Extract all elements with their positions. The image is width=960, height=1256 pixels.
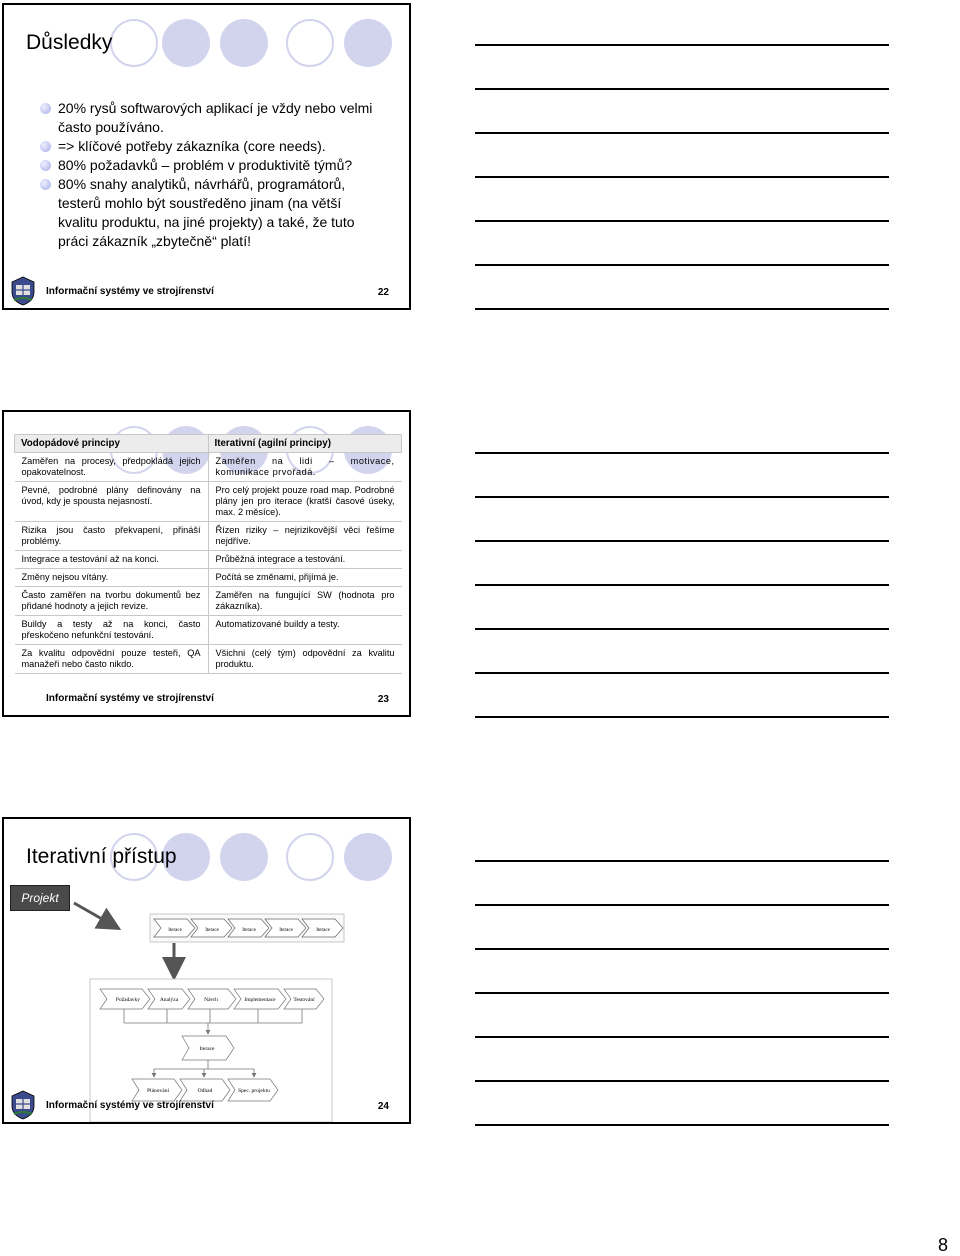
table-row bbox=[15, 645, 402, 674]
bullet-item bbox=[40, 99, 380, 137]
table-cell: Řízen riziky – nejrizikovější věci řešíme nejdříve. bbox=[208, 522, 402, 551]
note-line bbox=[475, 672, 889, 674]
note-line bbox=[475, 628, 889, 630]
note-line bbox=[475, 716, 889, 718]
comparison-table bbox=[14, 434, 402, 674]
note-line bbox=[475, 44, 889, 46]
bullet-icon bbox=[40, 179, 51, 190]
slide-23 bbox=[2, 410, 411, 717]
slide-number: 24 bbox=[377, 1101, 389, 1112]
table-cell: Často zaměřen na tvorbu dokumentů bez přidané hodnoty a jejich revize. bbox=[15, 587, 209, 616]
bullet-text: 20% rysů softwarových aplikací je vždy nebo velmi často používáno. bbox=[58, 100, 373, 135]
slide-number: 22 bbox=[377, 287, 389, 298]
iteration-label: Iterace bbox=[242, 928, 256, 933]
note-line bbox=[475, 176, 889, 178]
bullet-text: 80% snahy analytiků, návrhářů, programátorů, testerů mohlo být soustředěno jinam (na větší kvalitu produktu, na jiné projekty) a také, že tuto práci zákazník „zbytečně“ platí! bbox=[58, 176, 355, 249]
deco-circle bbox=[286, 19, 334, 67]
bullet-text: => klíčové potřeby zákazníka (core needs). bbox=[58, 138, 326, 154]
bullet-list bbox=[40, 99, 380, 251]
phase-label: Implementace bbox=[244, 997, 276, 1003]
deco-circle bbox=[344, 19, 392, 67]
table-cell: Buildy a testy až na konci, často přeskočeno nefunkční testování. bbox=[15, 616, 209, 645]
note-line bbox=[475, 584, 889, 586]
slide-footer: Informační systémy ve strojírenství bbox=[46, 286, 214, 297]
header-waterfall: Vodopádové principy bbox=[15, 435, 209, 453]
table-header-row bbox=[15, 435, 402, 453]
phase-label: Analýza bbox=[159, 997, 179, 1003]
note-line bbox=[475, 904, 889, 906]
iteration-chevrons bbox=[154, 919, 343, 937]
bottom-chevrons bbox=[132, 1079, 278, 1101]
iteration-label: Iterace bbox=[168, 928, 182, 933]
note-line bbox=[475, 88, 889, 90]
note-line bbox=[475, 308, 889, 310]
table-cell: Zaměřen na lidi – motivace, komunikace prvořadá. bbox=[208, 453, 402, 482]
table-cell: Integrace a testování až na konci. bbox=[15, 551, 209, 569]
step-label: Spec. projektu bbox=[238, 1088, 270, 1094]
table-cell: Pevné, podrobné plány definovány na úvod, kdy je spousta nejasností. bbox=[15, 482, 209, 522]
bullet-icon bbox=[40, 160, 51, 171]
deco-circle bbox=[162, 19, 210, 67]
iteration-label: Iterace bbox=[316, 928, 330, 933]
table-row bbox=[15, 453, 402, 482]
table-cell: Rizika jsou často překvapení, přináší problémy. bbox=[15, 522, 209, 551]
university-logo-icon bbox=[9, 276, 37, 306]
note-line bbox=[475, 1036, 889, 1038]
slide-number: 23 bbox=[377, 694, 389, 705]
slide-title: Důsledky bbox=[26, 31, 113, 54]
table-row bbox=[15, 551, 402, 569]
bullet-item bbox=[40, 175, 380, 251]
step-label: Plánování bbox=[147, 1088, 169, 1094]
step-label: Odhad bbox=[197, 1088, 213, 1094]
table-cell: Automatizované buildy a testy. bbox=[208, 616, 402, 645]
iteration-diagram bbox=[4, 819, 409, 1122]
note-line bbox=[475, 540, 889, 542]
arrow-icon bbox=[74, 903, 116, 927]
table-cell: Změny nejsou vítány. bbox=[15, 569, 209, 587]
page-number: 8 bbox=[937, 1235, 948, 1255]
iterace-label: Iterace bbox=[199, 1046, 215, 1052]
deco-circle bbox=[220, 19, 268, 67]
note-line bbox=[475, 1080, 889, 1082]
table-row bbox=[15, 482, 402, 522]
table-cell: Všichni (celý tým) odpovědní za kvalitu produktu. bbox=[208, 645, 402, 674]
header-iterative: Iterativní (agilní principy) bbox=[208, 435, 402, 453]
table-cell: Zaměřen na fungující SW (hodnota pro zákazníka). bbox=[208, 587, 402, 616]
phase-label: Testování bbox=[293, 997, 315, 1003]
note-line bbox=[475, 452, 889, 454]
note-line bbox=[475, 496, 889, 498]
table-row bbox=[15, 522, 402, 551]
table-cell: Zaměřen na procesy, předpokládá jejich opakovatelnost. bbox=[15, 453, 209, 482]
table-row bbox=[15, 587, 402, 616]
phase-label: Návrh bbox=[204, 997, 218, 1003]
bullet-icon bbox=[40, 103, 51, 114]
slide-footer: Informační systémy ve strojírenství bbox=[46, 693, 214, 704]
table-cell: Průběžná integrace a testování. bbox=[208, 551, 402, 569]
iteration-label: Iterace bbox=[205, 928, 219, 933]
slide-24 bbox=[2, 817, 411, 1124]
bullet-item bbox=[40, 156, 380, 175]
note-line bbox=[475, 948, 889, 950]
bullet-icon bbox=[40, 141, 51, 152]
table-cell: Pro celý projekt pouze road map. Podrobné plány jen pro iterace (kratší časové úseky, max. 2 měsíce). bbox=[208, 482, 402, 522]
bullet-item bbox=[40, 137, 380, 156]
projekt-box: Projekt bbox=[10, 885, 70, 911]
note-line bbox=[475, 992, 889, 994]
slide-footer: Informační systémy ve strojírenství bbox=[46, 1100, 214, 1111]
note-line bbox=[475, 132, 889, 134]
phase-label: Požadavky bbox=[115, 997, 141, 1003]
table-row bbox=[15, 616, 402, 645]
note-line bbox=[475, 264, 889, 266]
deco-circle bbox=[110, 19, 158, 67]
note-line bbox=[475, 1124, 889, 1126]
slide-title: Iterativní přístup bbox=[26, 845, 177, 868]
table-row bbox=[15, 569, 402, 587]
table-cell: Počítá se změnami, přijímá je. bbox=[208, 569, 402, 587]
note-line bbox=[475, 220, 889, 222]
bullet-text: 80% požadavků – problém v produktivitě týmů? bbox=[58, 157, 353, 173]
table-cell: Za kvalitu odpovědní pouze testeři, QA manažeři nebo často nikdo. bbox=[15, 645, 209, 674]
iteration-label: Iterace bbox=[279, 928, 293, 933]
slide-22 bbox=[2, 3, 411, 310]
university-logo-icon bbox=[9, 1090, 37, 1120]
note-line bbox=[475, 860, 889, 862]
